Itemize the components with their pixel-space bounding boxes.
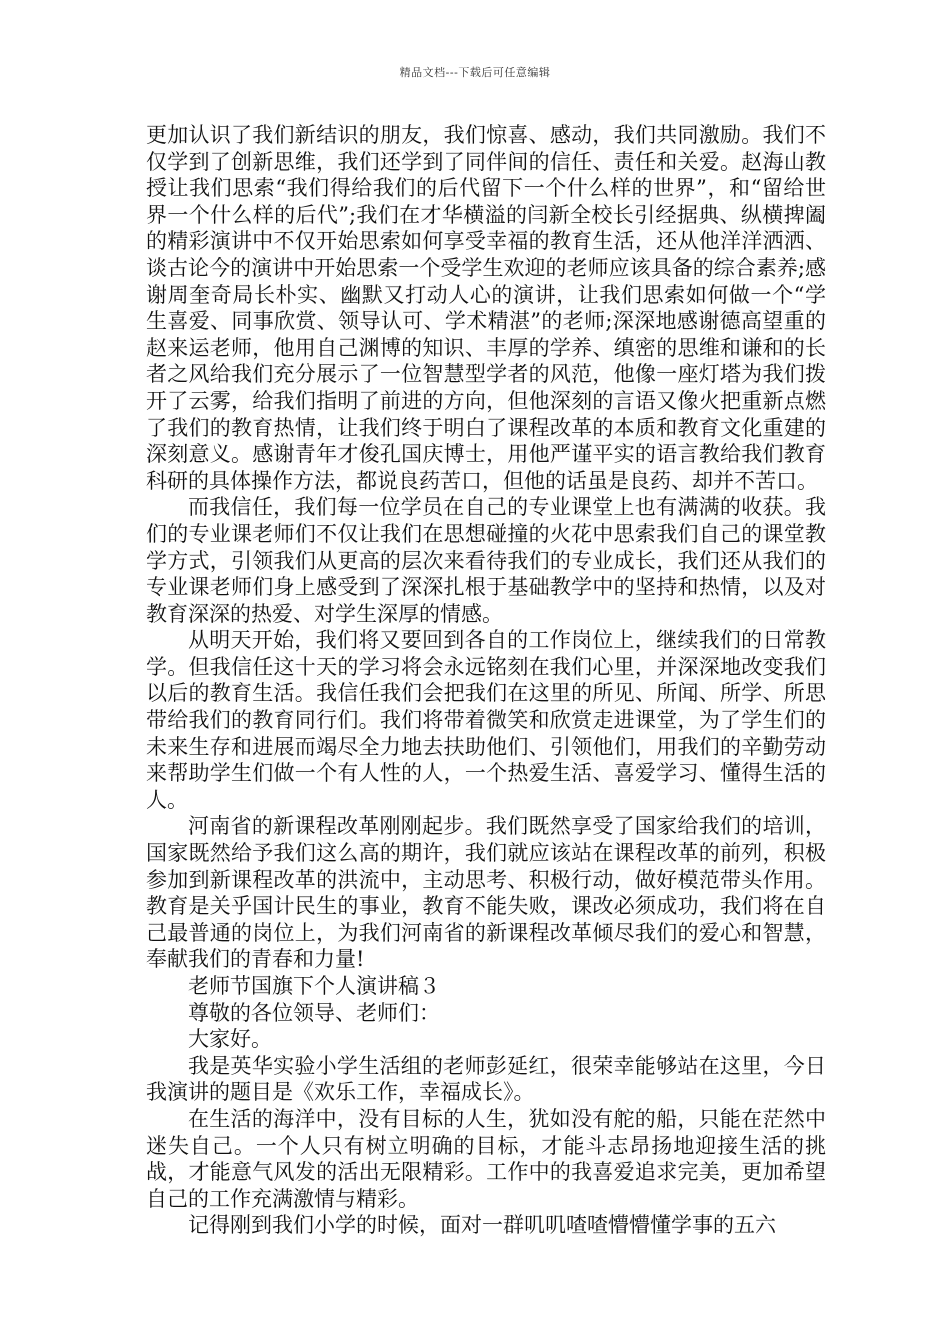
paragraph-goals: 在生活的海洋中，没有目标的人生，犹如没有舵的船，只能在茫然中迷失自己。一个人只有树立明确的目标，才能斗志昂扬地迎接生活的挑战，才能意气风发的活出无限精彩。工作中的我喜爱追求完美，更加希望自己的工作充满激情与精彩。	[146, 1106, 826, 1211]
paragraph-1: 更加认识了我们新结识的朋友，我们惊喜、感动，我们共同激励。我们不仅学到了创新思维，我们还学到了同伴间的信任、责任和关爱。赵海山教授让我们思索“我们得给我们的后代留下一个什么样的世界”，和“留给世界一个什么样的后代”;我们在才华横溢的闫新全校长引经据典、纵横捭阖的精彩演讲中不仅开始思索如何享受幸福的教育生活，还从他洋洋洒洒、谈古论今的演讲中开始思索一个受学生欢迎的老师应该具备的综合素养;感谢周奎奇局长朴实、幽默又打动人心的演讲，让我们思索如何做一个“学生喜爱、同事欣赏、领导认可、学术精湛”的老师;深深地感谢德高望重的赵来运老师，他用自己渊博的知识、丰厚的学养、缜密的思维和谦和的长者之风给我们充分展示了一位智慧型学者的风范，他像一座灯塔为我们拨开了云雾，给我们指明了前进的方向，但他深刻的言语又像火把重新点燃了我们的教育热情，让我们终于明白了课程改革的本质和教育文化重建的深刻意义。感谢青年才俊孔国庆博士，用他严谨平实的语言教给我们教育科研的具体操作方法，都说良药苦口，但他的话虽是良药、却并不苦口。	[146, 123, 826, 493]
document-body	[146, 122, 826, 1239]
paragraph-3: 从明天开始，我们将又要回到各自的工作岗位上，继续我们的日常教学。但我信任这十天的学习将会永远铭刻在我们心里，并深深地改变我们以后的教育生活。我信任我们会把我们在这里的所见、所闻、所学、所思带给我们的教育同行们。我们将带着微笑和欣赏走进课堂，为了学生们的未来生存和进展而竭尽全力地去扶助他们、引领他们，用我们的辛勤劳动来帮助学生们做一个有人性的人，一个热爱生活、喜爱学习、懂得生活的人。	[146, 628, 826, 812]
paragraph-memory: 记得刚到我们小学的时候，面对一群叽叽喳喳懵懵懂学事的五六	[188, 1213, 776, 1238]
paragraph-4: 河南省的新课程改革刚刚起步。我们既然享受了国家给我们的培训，国家既然给予我们这么高的期许，我们就应该站在课程改革的前列，积极参加到新课程改革的洪流中，主动思考、积极行动，做好模范带头作用。教育是关乎国计民生的事业，教育不能失败，课改必须成功，我们将在自己最普通的岗位上，为我们河南省的新课程改革倾尽我们的爱心和智慧，奉献我们的青春和力量!	[146, 814, 826, 972]
salutation: 尊敬的各位领导、老师们：	[188, 1000, 440, 1025]
paragraph-2: 而我信任，我们每一位学员在自己的专业课堂上也有满满的收获。我们的专业课老师们不仅让我们在思想碰撞的火花中思索我们自己的课堂教学方式，引领我们从更高的层次来看待我们的专业成长，我们还从我们的专业课老师们身上感受到了深深扎根于基础教学中的坚持和热情，以及对教育深深的热爱、对学生深厚的情感。	[146, 495, 826, 626]
paragraph-introduction: 我是英华实验小学生活组的老师彭延红，很荣幸能够站在这里，今日我演讲的题目是《欢乐工作，幸福成长》。	[146, 1053, 826, 1105]
speech-title: 老师节国旗下个人演讲稿３	[188, 974, 440, 998]
greeting: 大家好。	[188, 1027, 272, 1052]
page-header: 精品文档---下载后可任意编辑	[399, 66, 551, 79]
